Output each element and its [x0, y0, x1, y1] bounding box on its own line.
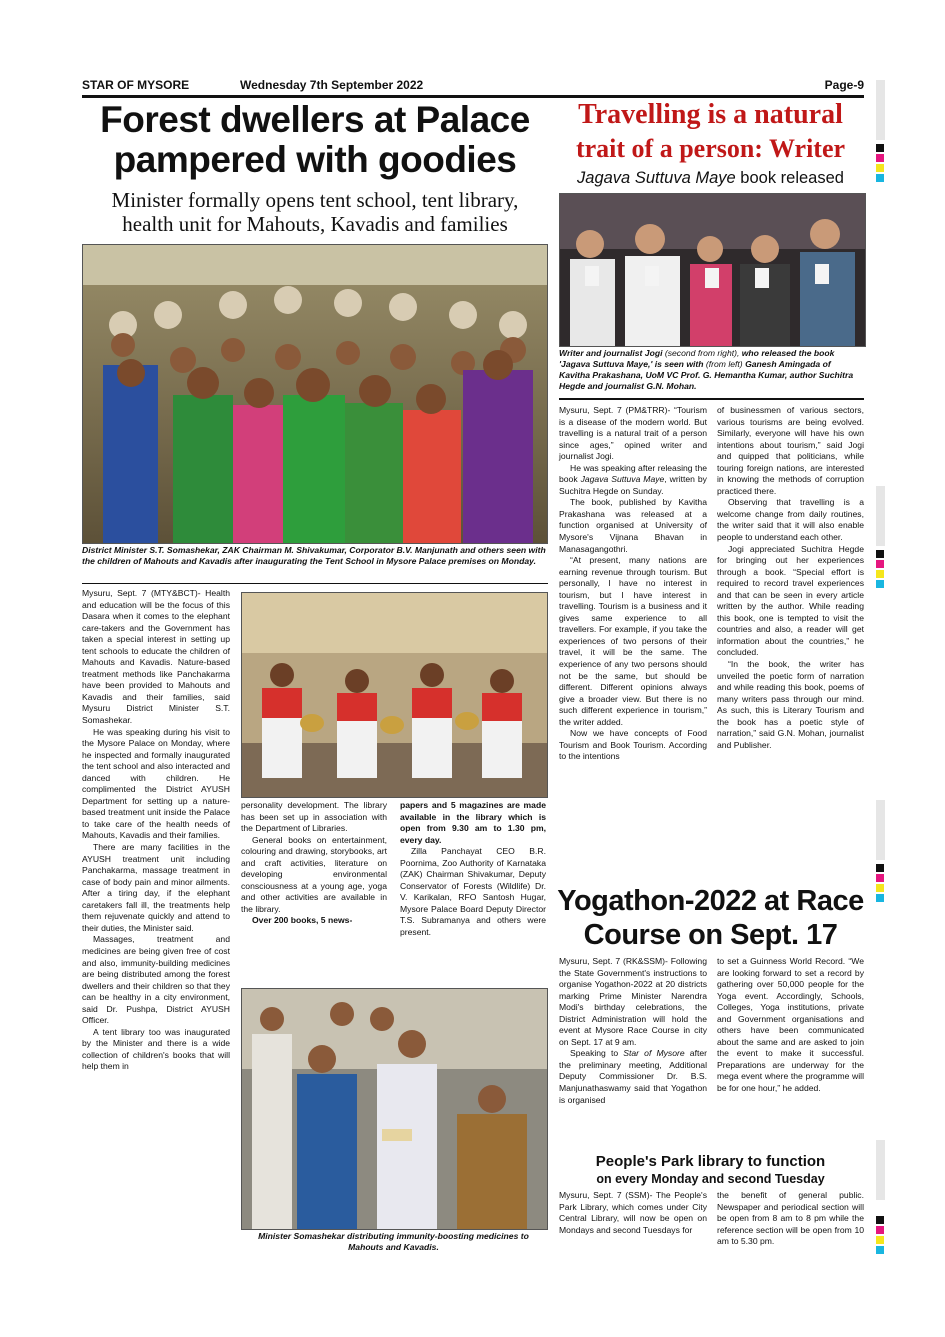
- registration-magenta: [876, 154, 884, 162]
- main-photo-children: [82, 244, 548, 544]
- story3-headline: [557, 884, 864, 952]
- medicine-photo-caption: Minister Somashekar distributing immunity-boosting medicines to Mahouts and Kavadis.: [258, 1231, 529, 1252]
- story4-column-1: [559, 1190, 707, 1236]
- story1-subhead-line2: health unit for Mahouts, Kavadis and families: [122, 212, 508, 236]
- registration-black: [876, 550, 884, 558]
- story2-paragraph: Observing that travelling is a welcome change from daily routines, the writer said that it will also enable people to understand each other.: [717, 497, 864, 543]
- caption-part: Writer and journalist Jogi: [559, 348, 663, 358]
- story2-paragraph: The book, published by Kavitha Prakashana was released at a function organised at University of Mysore's Vijnana Bhavan in Manasagangothri.: [559, 497, 707, 554]
- registration-black: [876, 144, 884, 152]
- story3-paragraph: Mysuru, Sept. 7 (RK&SSM)- Following the State Government's instructions to organise Yogathon-2022 at 20 districts marking Prime Minister Narendra Modi's birthday celebrations, the District Administration will hold the event at Mysore Race Course in city on Sept. 17 at 9 am.: [559, 956, 707, 1047]
- story3-text: after the preliminary meeting, Additional Deputy Commissioner Dr. B.S. Manjunathaswamy said that Yogathon is organised: [559, 1048, 707, 1105]
- story2-column-1: [559, 405, 707, 763]
- story4-paragraph: Mysuru, Sept. 7 (SSM)- The People's Park Library, which comes under City Central Library, will now be open on Mondays and second Tuesdays for: [559, 1190, 707, 1235]
- registration-bar: [876, 800, 885, 860]
- registration-bar: [876, 80, 885, 140]
- story2-headline-2: trait of a person: Writer: [575, 134, 846, 163]
- registration-magenta: [876, 1226, 884, 1234]
- story1-paragraph: A tent library too was inaugurated by the Minister and there is a wide collection of children's books that will help them in: [82, 1026, 230, 1072]
- story1-paragraph: Massages, treatment and medicines are being given free of cost and also, immunity-building medicines are being distributed among the forest dwellers and their children so that they can be healthy in a city environment, said Dr. Pushpa, District AYUSH Officer.: [82, 934, 230, 1026]
- story4-column-2: [717, 1190, 864, 1248]
- story1-paragraph: personality development. The library has been set up in association with the Department of Libraries.: [241, 800, 387, 834]
- caption-rule: [82, 583, 548, 584]
- story1-paragraph-bold: papers and 5 magazines are made available in the library which is open from 9.30 am to 1.30 pm, every day.: [400, 800, 546, 845]
- story3-paragraph: [559, 1048, 707, 1106]
- book-release-photo: [559, 193, 866, 347]
- story2-paragraph: “In the book, the writer has unveiled the poetic form of narration and while reading this book, poems of many writers pass through our mind. As such, this is Literary Tourism and the book has a poetic style of narration,” said G.N. Mohan, journalist and Publisher.: [717, 659, 864, 750]
- registration-bar: [876, 1140, 885, 1200]
- story2-paragraph: Jogi appreciated Suchitra Hegde for bringing out her experiences through a book. “Special effort is required to record travel experiences and that can be seen in every article written by the author. While reading this book, one is tempted to visit the countries and also, a reader will get information about the countries,” he concluded.: [717, 543, 864, 658]
- story2-paragraph: of businessmen of various sectors, various tourisms are being evolved. Similarly, everyone will have his own intentions about tourism,” said Jogi and quipped that politicians, while touring foreign nations, are interested in knowing the methods of corruption practiced there.: [717, 405, 864, 496]
- registration-magenta: [876, 560, 884, 568]
- caption-part: Ganesh Amingada of Kavitha Prakashana, UoM VC Prof. G. Hemantha Kumar, author Suchitra Hegde and journalist G.N. Mohan.: [559, 359, 854, 391]
- story2-paragraph: [559, 463, 707, 498]
- issue-date: Wednesday 7th September 2022: [240, 78, 424, 92]
- book-title: Jagava Suttuva Maye: [577, 169, 736, 187]
- story1-headline: [82, 100, 548, 180]
- registration-cyan: [876, 894, 884, 902]
- story1-headline-line1: Forest dwellers at Palace: [100, 99, 530, 140]
- book-release-caption: [559, 348, 864, 392]
- story2-paragraph: Now we have concepts of Food Tourism and Book Tourism. According to the intentions: [559, 728, 707, 762]
- story3-column-2: [717, 956, 864, 1095]
- registration-yellow: [876, 1236, 884, 1244]
- story2-paragraph: Mysuru, Sept. 7 (PM&TRR)- “Tourism is a disease of the modern world. But travelling is a natural trait of a person since ages,” opined writer and journalist Jogi.: [559, 405, 707, 462]
- medicine-photo: [241, 988, 548, 1230]
- story2-text: , written by Suchitra Hegde on Sunday.: [559, 474, 707, 496]
- registration-cyan: [876, 1246, 884, 1254]
- story1-subhead: [82, 188, 548, 236]
- caption-part: (from left): [705, 359, 746, 369]
- main-photo-caption: District Minister S.T. Somashekar, ZAK Chairman M. Shivakumar, Corporator B.V. Manjunath and others seen with the children of Mahouts and Kavadis after inaugurating the Tent School in Mysore Palace premises on Monday.: [82, 545, 546, 566]
- story1-column-1: [82, 588, 230, 1073]
- registration-yellow: [876, 570, 884, 578]
- story3-paragraph: to set a Guinness World Record. “We are looking forward to set a record by gathering over 50,000 people for the Yoga event. Accordingly, Schools, Colleges, Yoga institutions, private and Government organisations and others have been communicated about the same and are asked to join the event to make it successful. Preparations are underway for the mega event where the programme will be for one hour,” he added.: [717, 956, 864, 1094]
- story1-column-3: [400, 800, 546, 939]
- story3-headline-line1: Yogathon-2022 at Race: [557, 885, 864, 917]
- story2-column-2: [717, 405, 864, 751]
- story4-headline: People's Park library to function: [595, 1153, 826, 1170]
- story1-paragraph: There are many facilities in the AYUSH treatment unit including Panchakarma, massage treatment in case of body pain and minor ailments. After a tiring day, if the elephant caretakers fall ill, the treatments help them rejuvenate quickly and attend to their duties, the Minister said.: [82, 842, 230, 933]
- registration-cyan: [876, 580, 884, 588]
- registration-black: [876, 1216, 884, 1224]
- registration-black: [876, 864, 884, 872]
- story3-text: Speaking to: [570, 1048, 624, 1059]
- story3-headline-line2: Course on Sept. 17: [583, 919, 838, 951]
- story1-headline-line2: pampered with goodies: [113, 139, 517, 180]
- story2-text: He was speaking after releasing the book: [559, 462, 707, 485]
- story2-subhead-rest: book released: [735, 169, 844, 187]
- registration-yellow: [876, 884, 884, 892]
- paper-name-inline: Star of Mysore: [623, 1048, 685, 1059]
- story1-paragraph: He was speaking during his visit to the Mysore Palace on Monday, where he inspected and formally inaugurated the tent school and also interacted and danced with children. He complimented the District AYUSH Department for setting up a nature-based treatment unit inside the Palace to take care of the health needs of Mahouts, Kavadis and their families.: [82, 726, 230, 841]
- registration-magenta: [876, 874, 884, 882]
- story1-paragraph-bold: Over 200 books, 5 news-: [252, 915, 353, 926]
- paper-name: STAR OF MYSORE: [82, 78, 190, 92]
- story2-paragraph: “At present, many nations are earning revenue through tourism. But personally, I have no interest in tourism, but I have interest in travelling. Tourism is a business and it gives same experience to all travellers. For example, if you take the experiences of two persons of their travel, it will be the same. The experience of any two persons should not be the same, but should be different. Different opinions always give a broader view. But there is no such different experience in tourism,” the writer added.: [559, 555, 707, 727]
- registration-bar: [876, 486, 885, 546]
- story4-paragraph: the benefit of general public. Newspaper and periodical section will be open from 8 am to 8 pm while the reference section will be open from 10 am to 5.30 pm.: [717, 1190, 864, 1247]
- story3-column-1: [559, 956, 707, 1106]
- caption-part: who released the book 'Jagava Suttuva Maye,' is seen with: [559, 348, 835, 369]
- story1-paragraph: Zilla Panchayat CEO B.R. Poornima, Zoo Authority of Karnataka (ZAK) Chairman Shivakumar, Deputy Conservator of Forests (Wildlife) Dr. V. Karikalan, RFO Santosh Hugar, Mysore Palace Board Deputy Director T.S. Subramanya and others were present.: [400, 846, 546, 938]
- story1-subhead-line1: Minister formally opens tent school, tent library,: [111, 188, 519, 212]
- page-number: Page-9: [824, 78, 864, 92]
- book-title-inline: Jagava Suttuva Maye: [580, 474, 665, 485]
- dance-photo: [241, 592, 548, 798]
- story1-paragraph: General books on entertainment, colouring and drawing, storybooks, art and craft activities, literature on developing environmental consciousness at a young age, yoga and other activities are available in the library.: [241, 834, 387, 914]
- story2-headline-1: Travelling is a natural: [578, 99, 843, 130]
- story1-paragraph: Mysuru, Sept. 7 (MTY&BCT)- Health and education will be the focus of this Dasara when it comes to the elephant care-takers and the Government has taken a special interest in setting up tent schools to educate the children of Mahouts and Kavadis. Nature-based treatment methods like Panchakarma have been provided to Mahouts and Kavadis and their families, said Mysuru District Minister S.T. Somashekar.: [82, 588, 230, 726]
- masthead-rule: [82, 95, 864, 98]
- masthead: [82, 76, 864, 94]
- caption-part: (second from right),: [662, 348, 742, 358]
- story1-column-2: [241, 800, 387, 927]
- registration-yellow: [876, 164, 884, 172]
- story2-subhead: [557, 168, 864, 188]
- caption-rule: [559, 398, 864, 400]
- story4-subhead: on every Monday and second Tuesday: [596, 1172, 825, 1186]
- registration-cyan: [876, 174, 884, 182]
